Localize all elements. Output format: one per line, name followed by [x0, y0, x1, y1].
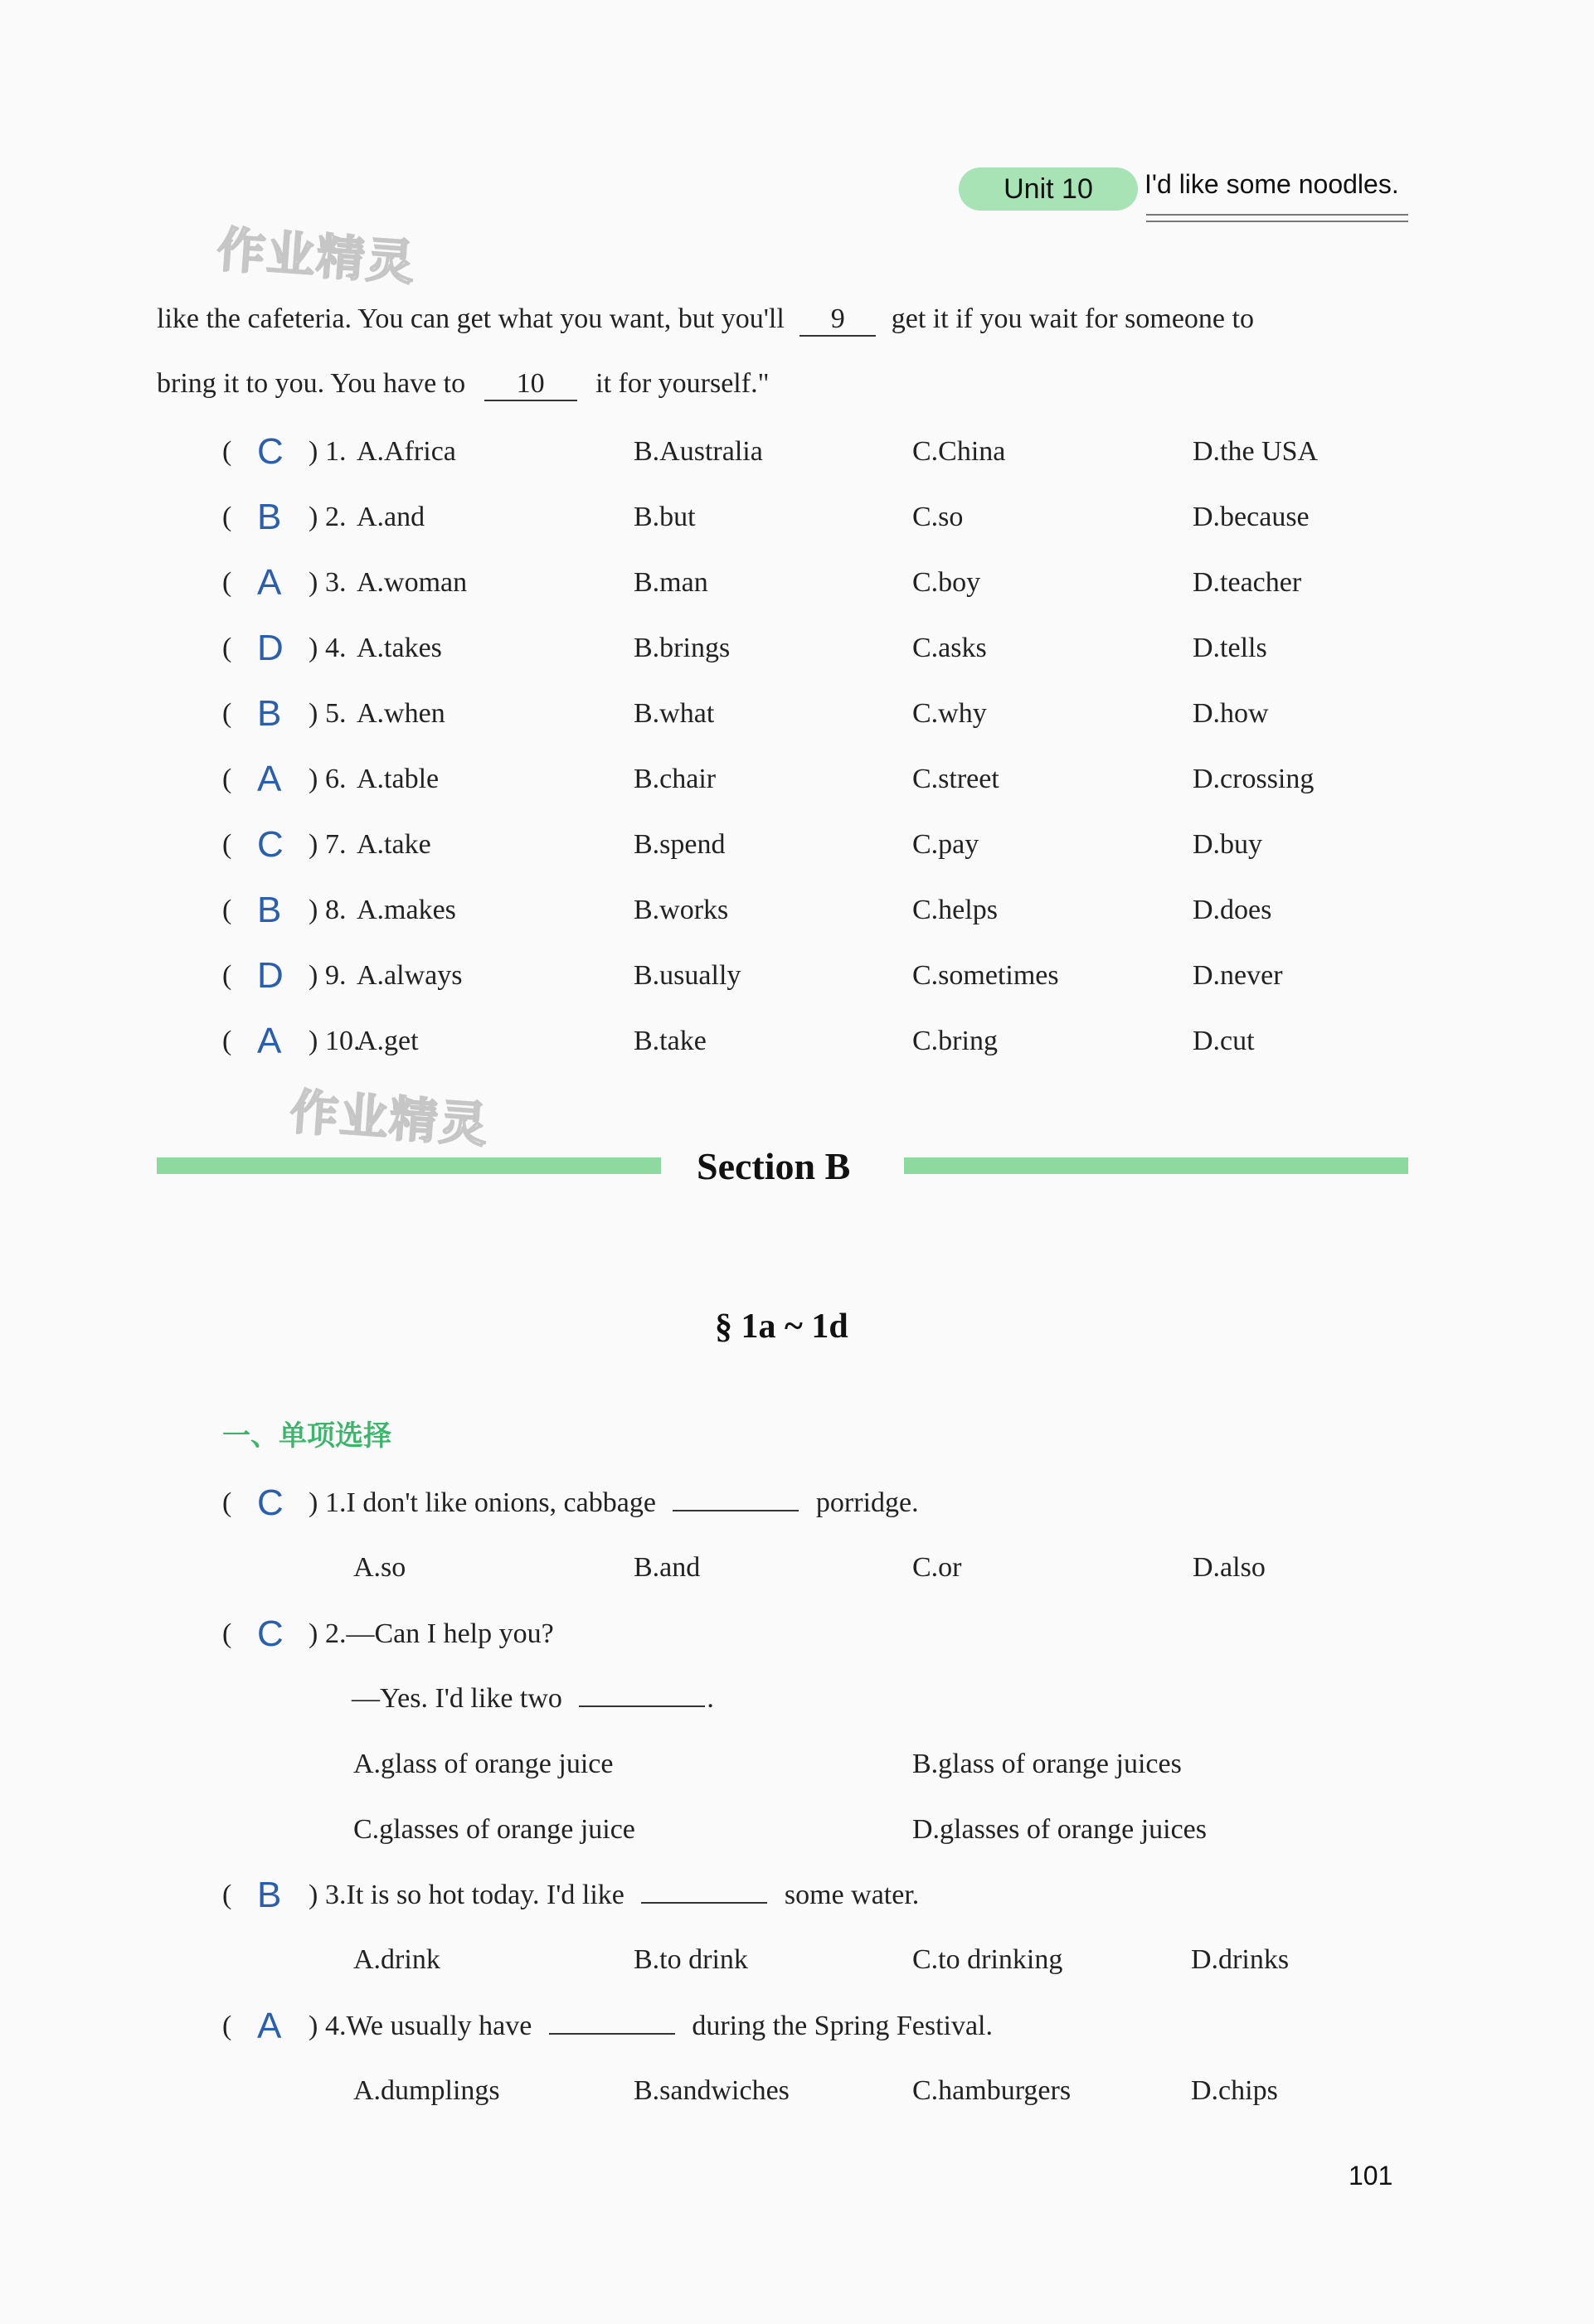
- stem-text: porridge.: [815, 1487, 919, 1518]
- mcq-question-4: [0, 2006, 1594, 2055]
- passage-blank-10: 10: [484, 370, 577, 401]
- question-number: 4.: [325, 633, 347, 663]
- answer-blank: [549, 2031, 675, 2035]
- option-d: D.tells: [1193, 633, 1267, 663]
- option-d: D.also: [1193, 1552, 1266, 1583]
- option-c: C.glasses of orange juice: [353, 1814, 635, 1845]
- option-d: D.the USA: [1193, 436, 1319, 467]
- unit-badge: Unit 10: [959, 167, 1138, 211]
- option-b: B.usually: [634, 960, 741, 991]
- passage-text: get it if you wait for someone to: [891, 303, 1254, 334]
- option-b: B.and: [634, 1552, 701, 1583]
- option-b: B.man: [634, 567, 708, 598]
- option-c: C.boy: [912, 567, 981, 598]
- option-a: A.get: [357, 1026, 419, 1056]
- option-c: C.helps: [912, 895, 998, 925]
- open-paren: (: [222, 764, 232, 794]
- option-a: A.and: [357, 502, 425, 532]
- option-a: A.when: [357, 698, 445, 729]
- option-d: D.cut: [1193, 1026, 1255, 1056]
- cloze-row: [0, 431, 1594, 481]
- stem-text: —Can I help you?: [346, 1618, 554, 1649]
- answer-letter: A: [257, 1021, 282, 1061]
- close-paren: ): [309, 633, 318, 663]
- header-rule-bottom: [1146, 221, 1408, 222]
- cloze-row: [0, 628, 1594, 677]
- option-c: C.so: [912, 502, 964, 532]
- cloze-row: [0, 955, 1594, 1005]
- close-paren: ): [309, 1026, 318, 1056]
- close-paren: ): [309, 1618, 318, 1649]
- section-title: Section B: [697, 1145, 851, 1187]
- option-a: A.so: [353, 1552, 406, 1583]
- option-c: C.hamburgers: [912, 2075, 1072, 2106]
- close-paren: ): [309, 502, 318, 532]
- passage-text: it for yourself.": [595, 368, 770, 399]
- option-d: D.buy: [1193, 829, 1263, 860]
- option-d: D.teacher: [1193, 567, 1302, 598]
- cloze-row: [0, 497, 1594, 546]
- option-b: B.glass of orange juices: [912, 1749, 1182, 1779]
- cloze-row: [0, 693, 1594, 743]
- question-number: 2.: [325, 1618, 347, 1649]
- option-a: A.take: [357, 829, 431, 860]
- option-d: D.glasses of orange juices: [912, 1814, 1208, 1845]
- option-a: A.makes: [357, 895, 456, 925]
- open-paren: (: [222, 1880, 232, 1910]
- mcq-question-3: [0, 1875, 1594, 1924]
- question-number: 4.: [325, 2011, 347, 2041]
- close-paren: ): [309, 567, 318, 598]
- question-number: 3.: [325, 567, 347, 598]
- option-c: C.pay: [912, 829, 979, 860]
- question-number: 7.: [325, 829, 347, 860]
- watermark-logo: 作业精灵: [288, 1083, 491, 1154]
- answer-blank: [641, 1900, 767, 1904]
- stem-text: some water.: [784, 1880, 920, 1910]
- open-paren: (: [222, 698, 232, 729]
- section-bar-right: [904, 1157, 1408, 1174]
- watermark-logo: 作业精灵: [215, 221, 418, 292]
- option-b: B.but: [634, 502, 696, 532]
- question-number: 10.: [325, 1026, 361, 1056]
- stem-text: We usually have: [346, 2011, 532, 2041]
- cloze-row: [0, 1021, 1594, 1070]
- stem-text: .: [707, 1683, 714, 1714]
- option-d: D.never: [1193, 960, 1283, 991]
- close-paren: ): [309, 436, 318, 467]
- question-number: 1.: [325, 436, 347, 467]
- open-paren: (: [222, 1026, 232, 1056]
- page-number: 101: [1349, 2161, 1393, 2191]
- option-a: A.glass of orange juice: [353, 1749, 614, 1779]
- stem-text: during the Spring Festival.: [692, 2011, 994, 2041]
- option-a: A.woman: [357, 567, 468, 598]
- open-paren: (: [222, 829, 232, 860]
- close-paren: ): [309, 1487, 318, 1518]
- option-c: C.or: [912, 1552, 962, 1583]
- question-number: 5.: [325, 698, 347, 729]
- passage-blank-9: 9: [799, 305, 876, 337]
- answer-letter: B: [257, 497, 282, 537]
- option-b: B.spend: [634, 829, 726, 860]
- question-stem: [325, 1880, 919, 1911]
- answer-letter: C: [257, 1613, 284, 1654]
- answer-letter: A: [257, 562, 282, 603]
- part-heading: 一、单项选择: [222, 1419, 391, 1453]
- close-paren: ): [309, 960, 318, 991]
- option-b: B.brings: [634, 633, 731, 663]
- open-paren: (: [222, 2011, 232, 2041]
- question-number: 9.: [325, 960, 347, 991]
- close-paren: ): [309, 829, 318, 860]
- option-b: B.to drink: [634, 1944, 748, 1975]
- answer-letter: D: [257, 628, 284, 668]
- stem-text: It is so hot today. I'd like: [346, 1880, 624, 1910]
- option-a: A.takes: [357, 633, 442, 663]
- open-paren: (: [222, 895, 232, 925]
- cloze-row: [0, 890, 1594, 939]
- question-stem: [325, 2011, 993, 2042]
- option-d: D.chips: [1191, 2075, 1278, 2106]
- stem-text: I don't like onions, cabbage: [346, 1487, 656, 1518]
- subsection-title: § 1a ~ 1d: [715, 1308, 848, 1346]
- question-stem: [325, 1487, 919, 1519]
- cloze-row: [0, 562, 1594, 612]
- open-paren: (: [222, 567, 232, 598]
- option-b: B.take: [634, 1026, 707, 1056]
- question-number: 2.: [325, 502, 347, 532]
- close-paren: ): [309, 2011, 318, 2041]
- open-paren: (: [222, 633, 232, 663]
- option-c: C.bring: [912, 1026, 998, 1056]
- question-number: 1.: [325, 1487, 347, 1518]
- passage-text: bring it to you. You have to: [157, 368, 466, 399]
- option-c: C.why: [912, 698, 987, 729]
- answer-letter: B: [257, 1875, 282, 1915]
- question-number: 3.: [325, 1880, 347, 1910]
- close-paren: ): [309, 1880, 318, 1910]
- option-b: B.sandwiches: [634, 2075, 790, 2106]
- option-c: C.asks: [912, 633, 987, 663]
- option-b: B.what: [634, 698, 715, 729]
- option-d: D.drinks: [1191, 1944, 1290, 1975]
- option-a: A.Africa: [357, 436, 456, 467]
- open-paren: (: [222, 502, 232, 532]
- option-d: D.how: [1193, 698, 1269, 729]
- option-b: B.chair: [634, 764, 717, 794]
- answer-letter: B: [257, 693, 282, 734]
- option-c: C.China: [912, 436, 1006, 467]
- option-c: C.street: [912, 764, 999, 794]
- option-b: B.Australia: [634, 436, 763, 467]
- option-a: A.dumplings: [353, 2075, 500, 2106]
- answer-letter: C: [257, 824, 284, 865]
- option-d: D.does: [1193, 895, 1272, 925]
- section-bar-left: [157, 1157, 661, 1174]
- mcq-question-1: [0, 1482, 1594, 1532]
- option-c: C.sometimes: [912, 960, 1059, 991]
- option-b: B.works: [634, 895, 729, 925]
- cloze-row: [0, 824, 1594, 874]
- answer-letter: A: [257, 2006, 282, 2046]
- option-d: D.because: [1193, 502, 1310, 532]
- cloze-row: [0, 759, 1594, 808]
- answer-letter: A: [257, 759, 282, 799]
- passage-text: like the cafeteria. You can get what you want, but you'll: [157, 303, 785, 334]
- option-a: A.drink: [353, 1944, 440, 1975]
- open-paren: (: [222, 436, 232, 467]
- option-c: C.to drinking: [912, 1944, 1063, 1975]
- stem-text: —Yes. I'd like two: [352, 1683, 562, 1714]
- answer-blank: [673, 1508, 799, 1511]
- passage-line-1: [157, 303, 1254, 337]
- answer-letter: C: [257, 431, 284, 472]
- question-stem: [325, 1618, 554, 1650]
- open-paren: (: [222, 960, 232, 991]
- open-paren: (: [222, 1618, 232, 1649]
- close-paren: ): [309, 895, 318, 925]
- unit-title: I'd like some noodles.: [1144, 169, 1399, 199]
- question-number: 8.: [325, 895, 347, 925]
- option-a: A.table: [357, 764, 440, 794]
- passage-line-2: [157, 368, 769, 401]
- answer-blank: [579, 1704, 705, 1707]
- close-paren: ): [309, 764, 318, 794]
- answer-letter: B: [257, 890, 282, 930]
- open-paren: (: [222, 1487, 232, 1518]
- option-a: A.always: [357, 960, 463, 991]
- mcq-question-2: [0, 1613, 1594, 1663]
- close-paren: ): [309, 698, 318, 729]
- question-number: 6.: [325, 764, 347, 794]
- answer-letter: C: [257, 1482, 284, 1523]
- option-d: D.crossing: [1193, 764, 1315, 794]
- header-rule-top: [1146, 214, 1408, 216]
- answer-letter: D: [257, 955, 284, 996]
- question-stem-line-2: [352, 1683, 714, 1715]
